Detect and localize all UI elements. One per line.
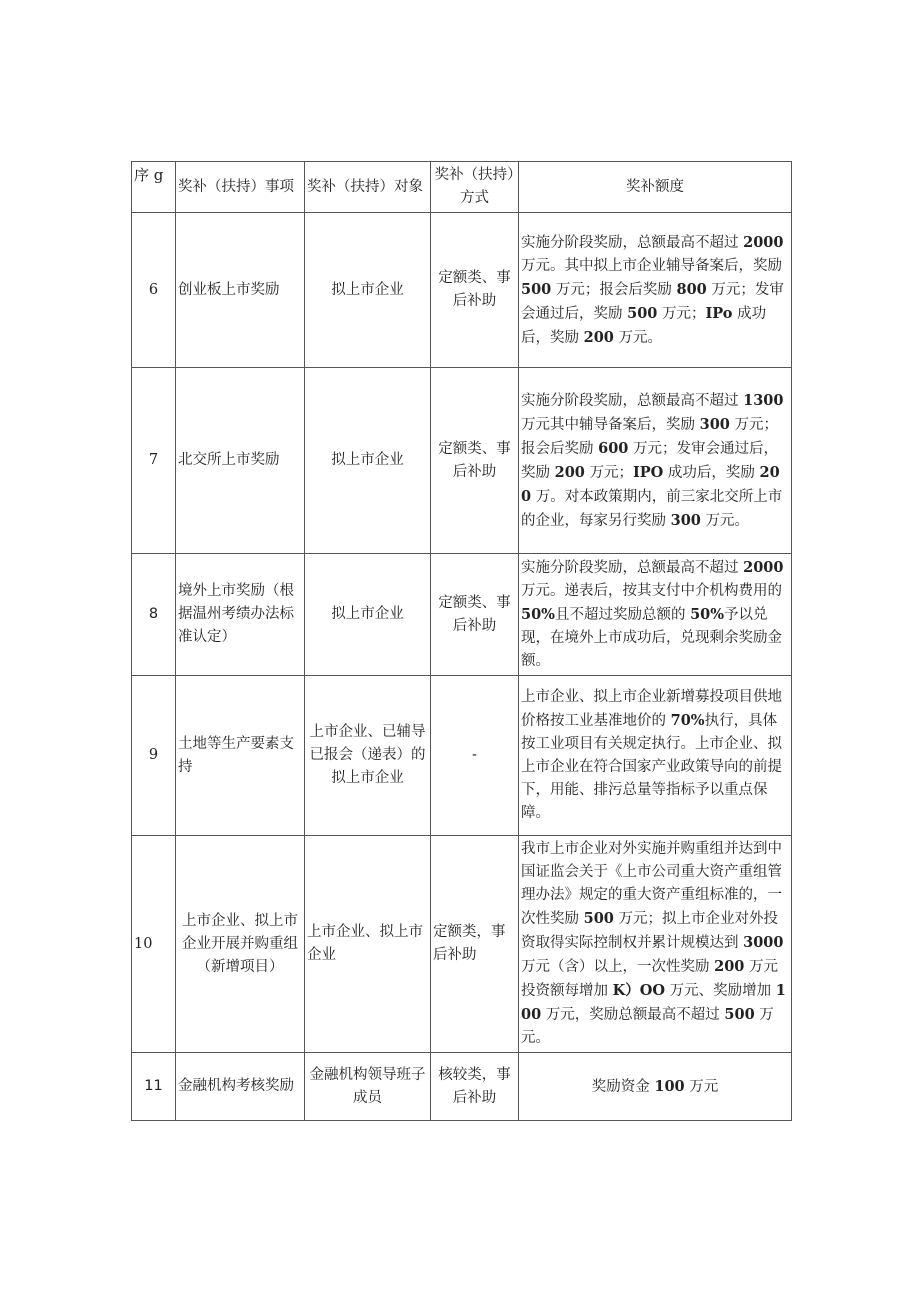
row-method: 定额类，事后补助 [431, 836, 519, 1053]
row-item: 北交所上市奖励 [176, 368, 305, 554]
amount-text: 且不超过奖励总额的 [554, 607, 691, 623]
amount-text: 实施分阶段奖励，总额最高不超过 [521, 234, 744, 251]
amount-text: 成功后，奖励 [663, 464, 760, 481]
amount-text: 万元投资额每增加 [521, 959, 778, 999]
amount-text: 万元、奖励增加 [664, 983, 776, 999]
row-amount [519, 676, 792, 836]
amount-figure: 100 [521, 982, 786, 1023]
amount-text: 实施分阶段奖励，总额最高不超过 [521, 392, 744, 409]
amount-text: 万元（含）以上，一次性奖励 [521, 959, 715, 975]
amount-text: 万元。其中拟上市企业辅导备案后，奖励 [521, 257, 782, 274]
header-target: 奖补（扶持）对象 [305, 162, 431, 213]
amount-text: 奖励资金 [591, 1078, 655, 1095]
amount-figure: 200 [583, 328, 614, 346]
row-item: 上市企业、拟上市企业开展并购重组（新增项目） [176, 836, 305, 1053]
amount-figure: 70% [670, 712, 705, 729]
amount-figure: IPO [633, 463, 664, 481]
row-seq: 6 [132, 213, 176, 368]
amount-figure: IPo [705, 304, 733, 322]
row-seq: 10 [132, 836, 176, 1053]
amount-text: 万元；发审会通过后，奖励 [521, 440, 778, 481]
row-item: 金融机构考核奖励 [176, 1053, 305, 1121]
row-item: 土地等生产要素支持 [176, 676, 305, 836]
row-seq: 7 [132, 368, 176, 554]
amount-text: 万元。 [521, 1007, 774, 1046]
amount-text: 万元 [684, 1078, 719, 1095]
amount-figure: K）OO [612, 982, 665, 999]
table-row [132, 676, 792, 836]
row-target: 拟上市企业 [305, 554, 431, 676]
row-amount [519, 213, 792, 368]
amount-figure: 300 [699, 415, 730, 433]
header-row [132, 162, 792, 213]
amount-text: 万元；报会后奖励 [551, 281, 677, 298]
row-amount [519, 1053, 792, 1121]
amount-text: 予以兑现，在境外上市成功后，兑现剩余奖励金额。 [521, 607, 782, 669]
amount-figure: 3000 [743, 934, 784, 951]
amount-text: 万元； [657, 305, 706, 322]
amount-figure: 500 [521, 280, 552, 298]
header-seq: 序 g [132, 162, 176, 213]
row-item: 创业板上市奖励 [176, 213, 305, 368]
header-method: 奖补（扶持）方式 [431, 162, 519, 213]
amount-figure: 500 [583, 910, 614, 927]
row-target: 上市企业、拟上市企业 [305, 836, 431, 1053]
amount-text: 万元；发审会通过后，奖励 [521, 281, 784, 322]
amount-text: 执行，具体按工业项目有关规定执行。上市企业、拟上市企业在符合国家产业政策导向的前提下，用能、排污总量等指标予以重点保障。 [521, 713, 782, 821]
amount-text: 上市企业、拟上市企业新增募投项目供地价格按工业基准地价的 [521, 689, 782, 729]
amount-text: 成功后，奖励 [521, 305, 767, 346]
row-method: - [431, 676, 519, 836]
amount-figure: 200 [554, 463, 585, 481]
amount-figure: 2000 [743, 233, 784, 251]
row-seq: 8 [132, 554, 176, 676]
policy-table [131, 161, 792, 1121]
amount-text: 万元，奖励总额最高不超过 [541, 1007, 725, 1023]
amount-text: 我市上市企业对外实施并购重组并达到中国证监会关于《上市公司重大资产重组管理办法》规定的重大资产重组标准的，一次性奖励 [521, 841, 782, 927]
row-target: 金融机构领导班子成员 [305, 1053, 431, 1121]
amount-text: 万元； [584, 464, 633, 481]
row-amount [519, 836, 792, 1053]
amount-text: 万元其中辅导备案后，奖励 [521, 416, 700, 433]
amount-figure: 50% [690, 606, 725, 623]
amount-figure: 50% [521, 606, 555, 623]
amount-figure: 200 [714, 958, 745, 975]
amount-figure: 500 [627, 304, 658, 322]
header-amount: 奖补额度 [519, 162, 792, 213]
amount-figure: 200 [521, 463, 780, 505]
amount-text: 万元；拟上市企业对外投资取得实际控制权并累计规模达到 [521, 911, 778, 951]
table-row [132, 836, 792, 1053]
header-item: 奖补（扶持）事项 [176, 162, 305, 213]
amount-figure: 1300 [743, 391, 784, 409]
amount-text: 万元。递表后，按其支付中介机构费用的 [521, 583, 782, 599]
amount-figure: 800 [676, 280, 707, 298]
row-method: 核较类，事后补助 [431, 1053, 519, 1121]
amount-text: 万。对本政策期内，前三家北交所上市的企业，每家另行奖励 [521, 488, 783, 529]
table-row [132, 1053, 792, 1121]
row-method: 定额类、事后补助 [431, 554, 519, 676]
row-seq: 11 [132, 1053, 176, 1121]
amount-figure: 300 [670, 511, 701, 529]
row-seq: 9 [132, 676, 176, 836]
amount-figure: 100 [654, 1077, 685, 1095]
table-row [132, 368, 792, 554]
row-amount [519, 368, 792, 554]
table-row [132, 554, 792, 676]
amount-text: 万元。 [700, 512, 749, 529]
row-item: 境外上市奖励（根据温州考绩办法标准认定） [176, 554, 305, 676]
row-target: 上市企业、已辅导已报会（递表）的拟上市企业 [305, 676, 431, 836]
row-target: 拟上市企业 [305, 368, 431, 554]
row-method: 定额类、事后补助 [431, 368, 519, 554]
amount-figure: 600 [598, 439, 629, 457]
amount-text: 万元。 [613, 329, 662, 346]
amount-text: 万元；报会后奖励 [521, 416, 778, 457]
row-method: 定额类、事后补助 [431, 213, 519, 368]
table-row [132, 213, 792, 368]
amount-figure: 500 [724, 1006, 755, 1023]
amount-figure: 2000 [743, 559, 784, 576]
row-target: 拟上市企业 [305, 213, 431, 368]
amount-text: 实施分阶段奖励，总额最高不超过 [521, 560, 744, 576]
row-amount [519, 554, 792, 676]
